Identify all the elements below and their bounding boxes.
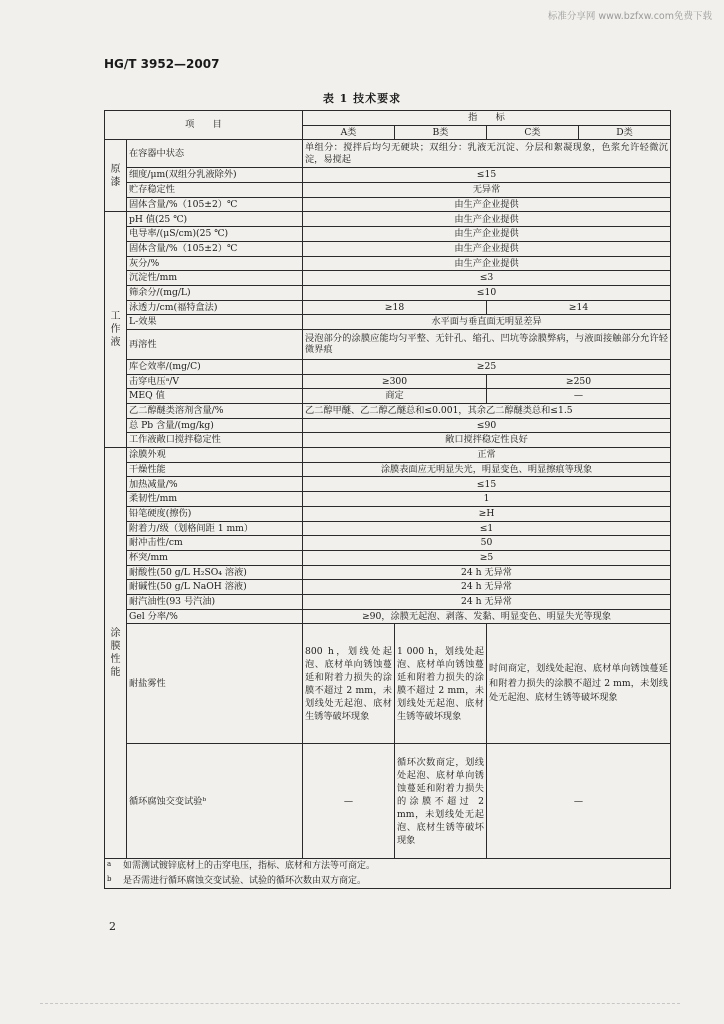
table-row — [105, 433, 671, 448]
row-value-cd: ≥14 — [487, 300, 671, 315]
row-value: ≤15 — [303, 477, 671, 492]
row-item-name: 涂膜外观 — [127, 448, 303, 463]
cyclic-grade-cd: — — [487, 744, 671, 859]
row-value: 敞口搅拌稳定性良好 — [303, 433, 671, 448]
table-row — [105, 256, 671, 271]
table-row — [105, 300, 671, 315]
row-item-name: 耐汽油性(93 号汽油) — [127, 594, 303, 609]
row-item-name: 筛余分/(mg/L) — [127, 285, 303, 300]
table-row — [105, 580, 671, 595]
row-value: ≥H — [303, 506, 671, 521]
header-grade-c: C类 — [487, 125, 579, 140]
row-item-name: 加热减量/% — [127, 477, 303, 492]
row-item-name: 柔韧性/mm — [127, 492, 303, 507]
row-value: 由生产企业提供 — [303, 212, 671, 227]
table-row — [105, 140, 671, 168]
row-value: ≤1 — [303, 521, 671, 536]
group-label-film — [105, 448, 127, 859]
table-row — [105, 521, 671, 536]
footnote-text: 是否需进行循环腐蚀交变试验、试验的循环次数由双方商定。 — [123, 875, 367, 886]
table-row — [105, 329, 671, 359]
footnote — [107, 859, 668, 873]
row-value: 24 h 无异常 — [303, 580, 671, 595]
row-value: ≤15 — [303, 168, 671, 183]
table-row — [105, 241, 671, 256]
table-row — [105, 536, 671, 551]
header-grade-b: B类 — [395, 125, 487, 140]
row-item-name: 耐冲击性/cm — [127, 536, 303, 551]
watermark: 标准分享网 www.bzfxw.com免费下载 — [547, 11, 712, 22]
row-value: 由生产企业提供 — [303, 227, 671, 242]
table-row — [105, 359, 671, 374]
footnotes-cell — [105, 859, 671, 889]
row-item-name: 杯突/mm — [127, 550, 303, 565]
table-row — [105, 374, 671, 389]
row-item-name: 库仑效率/(mg/C) — [127, 359, 303, 374]
table-row — [105, 271, 671, 286]
group-char: 性 — [110, 654, 121, 666]
row-value: 1 — [303, 492, 671, 507]
footnote-text: 如需测试镀锌底材上的击穿电压，指标、底材和方法等可商定。 — [123, 861, 376, 872]
group-char: 液 — [110, 337, 121, 349]
row-value-ab: 商定 — [303, 389, 487, 404]
row-item-name: 铅笔硬度(擦伤) — [127, 506, 303, 521]
row-item-name: 总 Pb 含量/(mg/kg) — [127, 418, 303, 433]
row-item-name: 沉淀性/mm — [127, 271, 303, 286]
group-label-work — [105, 212, 127, 448]
header-item: 项 目 — [105, 111, 303, 140]
row-value: 无异常 — [303, 183, 671, 198]
header-grade-a: A类 — [303, 125, 395, 140]
table-row — [105, 550, 671, 565]
table-row — [105, 227, 671, 242]
table-caption: 表 1 技术要求 — [322, 92, 402, 105]
group-char: 涂 — [110, 628, 121, 640]
row-item-name: 附着力/级（划格间距 1 mm） — [127, 521, 303, 536]
row-item-name: 灰分/% — [127, 256, 303, 271]
row-item-name: 干燥性能 — [127, 462, 303, 477]
row-item-name: 在容器中状态 — [127, 140, 303, 168]
row-value: ≥5 — [303, 550, 671, 565]
table-row-salt-spray — [105, 624, 671, 744]
row-item-name: 耐酸性(50 g/L H₂SO₄ 溶液) — [127, 565, 303, 580]
row-value: 浸泡部分的涂膜应能均匀平整、无针孔、缩孔、凹坑等涂膜弊病，与液面接触部分允许轻微界痕 — [303, 329, 671, 359]
table-row — [105, 315, 671, 330]
table-row — [105, 448, 671, 463]
footnote — [107, 874, 668, 888]
row-item-name: 耐盐雾性 — [127, 624, 303, 744]
row-value: ≥90，涂膜无起泡、剥落、发黏、明显变色、明显失光等现象 — [303, 609, 671, 624]
header-grade-d: D类 — [579, 125, 671, 140]
standard-number: HG/T 3952—2007 — [104, 57, 220, 71]
footnote-mark: a — [107, 860, 112, 869]
table-row — [105, 492, 671, 507]
row-item-name: 固体含量/%（105±2）℃ — [127, 241, 303, 256]
row-value: ≤3 — [303, 271, 671, 286]
row-value: 由生产企业提供 — [303, 256, 671, 271]
row-value: 单组分：搅拌后均匀无硬块；双组分：乳液无沉淀、分层和絮凝现象，色浆允许轻微沉淀，易搅起 — [303, 140, 671, 168]
row-value: 24 h 无异常 — [303, 565, 671, 580]
group-char: 漆 — [110, 176, 121, 188]
row-value-cd: ≥250 — [487, 374, 671, 389]
row-item-name: 贮存稳定性 — [127, 183, 303, 198]
table-footnotes — [105, 859, 671, 889]
row-item-name: Gel 分率/% — [127, 609, 303, 624]
table-row — [105, 285, 671, 300]
salt-spray-grade-cd: 时间商定，划线处起泡、底材单向锈蚀蔓延和附着力损失的涂膜不超过 2 mm，未划线处无起泡、底材生锈等破坏现象 — [487, 624, 671, 744]
row-value: 50 — [303, 536, 671, 551]
salt-spray-grade-a: 800 h，划线处起泡、底材单向锈蚀蔓延和附着力损失的涂膜不超过 2 mm，未划线处无起泡、底材生锈等破坏现象 — [303, 624, 395, 744]
row-value: 正常 — [303, 448, 671, 463]
page-bottom-rule — [40, 1003, 680, 1004]
technical-requirements-table — [104, 110, 671, 889]
cyclic-grade-a: — — [303, 744, 395, 859]
table-row — [105, 197, 671, 212]
table-row — [105, 183, 671, 198]
group-char: 作 — [110, 324, 121, 336]
table-row — [105, 506, 671, 521]
group-char: 膜 — [110, 641, 121, 653]
table-row — [105, 212, 671, 227]
page-number: 2 — [109, 920, 116, 933]
table-row — [105, 389, 671, 404]
row-item-name: 泳透力/cm(福特盒法) — [127, 300, 303, 315]
row-item-name: 工作液敞口搅拌稳定性 — [127, 433, 303, 448]
row-value: ≤90 — [303, 418, 671, 433]
group-char: 能 — [110, 667, 121, 679]
footnote-mark: b — [107, 874, 112, 883]
table-row — [105, 168, 671, 183]
table-row — [105, 565, 671, 580]
row-value: ≤10 — [303, 285, 671, 300]
table-row — [105, 404, 671, 419]
table-row-cyclic-corrosion — [105, 744, 671, 859]
row-value: ≥25 — [303, 359, 671, 374]
row-item-name: pH 值(25 ℃) — [127, 212, 303, 227]
table-row — [105, 609, 671, 624]
row-value: 水平面与垂直面无明显差异 — [303, 315, 671, 330]
row-item-name: 乙二醇醚类溶剂含量/% — [127, 404, 303, 419]
row-value-cd: — — [487, 389, 671, 404]
group-label-raw — [105, 140, 127, 212]
group-char: 原 — [110, 163, 121, 175]
row-item-name: 细度/μm(双组分乳液除外) — [127, 168, 303, 183]
row-item-name: 循环腐蚀交变试验ᵇ — [127, 744, 303, 859]
header-indicator: 指 标 — [303, 111, 671, 126]
cyclic-grade-b: 循环次数商定，划线处起泡、底材单向锈蚀蔓延和附着力损失的涂膜不超过 2 mm，未划线处无起泡、底材生锈等破坏现象 — [395, 744, 487, 859]
salt-spray-grade-b: 1 000 h，划线处起泡、底材单向锈蚀蔓延和附着力损失的涂膜不超过 2 mm，未划线处无起泡、底材生锈等破坏现象 — [395, 624, 487, 744]
table-row — [105, 418, 671, 433]
row-value-ab: ≥300 — [303, 374, 487, 389]
row-item-name: 电导率/(μS/cm)(25 ℃) — [127, 227, 303, 242]
row-item-name: 固体含量/%（105±2）℃ — [127, 197, 303, 212]
table-row — [105, 594, 671, 609]
row-item-name: 击穿电压ᵃ/V — [127, 374, 303, 389]
row-value: 由生产企业提供 — [303, 197, 671, 212]
row-value: 乙二醇甲醚、乙二醇乙醚总和≤0.001，其余乙二醇醚类总和≤1.5 — [303, 404, 671, 419]
group-char: 工 — [110, 311, 121, 323]
row-item-name: L-效果 — [127, 315, 303, 330]
row-value: 24 h 无异常 — [303, 594, 671, 609]
table-row — [105, 477, 671, 492]
row-value: 由生产企业提供 — [303, 241, 671, 256]
row-value: 涂膜表面应无明显失光，明显变色、明显擦痕等现象 — [303, 462, 671, 477]
row-item-name: 再溶性 — [127, 329, 303, 359]
table-row — [105, 462, 671, 477]
row-item-name: MEQ 值 — [127, 389, 303, 404]
row-value-ab: ≥18 — [303, 300, 487, 315]
row-item-name: 耐碱性(50 g/L NaOH 溶液) — [127, 580, 303, 595]
